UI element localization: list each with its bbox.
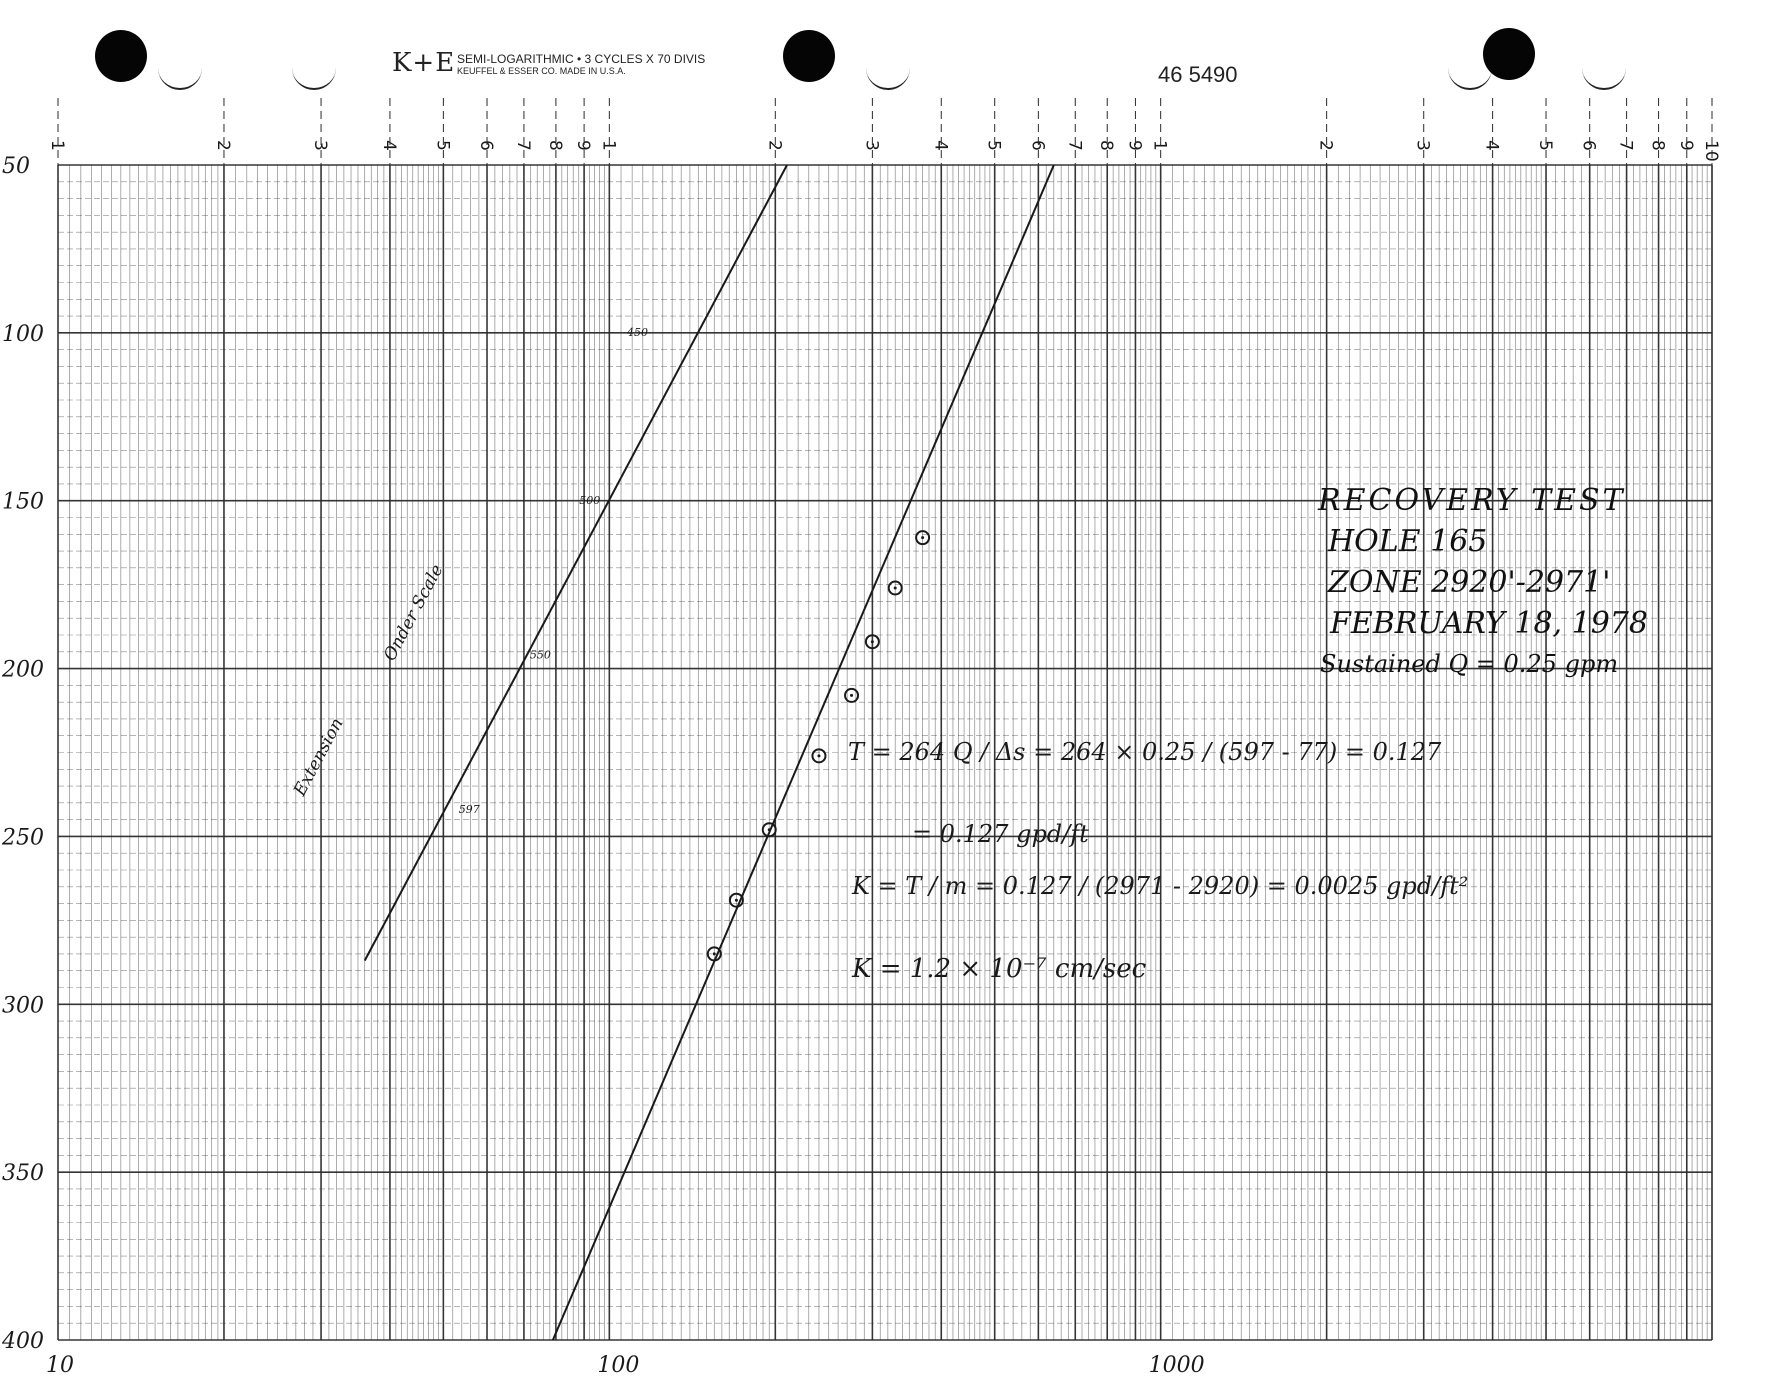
transmissivity-result: = 0.127 gpd/ft <box>912 820 1089 848</box>
y-tick-label: 100 <box>2 321 44 347</box>
top-scale-digit: 1 <box>47 140 67 151</box>
top-scale-digit: 9 <box>1124 140 1145 151</box>
data-point-center <box>713 952 716 955</box>
catalog-number: 46 5490 <box>1158 62 1238 87</box>
top-scale-digit: 9 <box>1675 140 1696 151</box>
top-scale-digit: 6 <box>1578 140 1599 151</box>
data-point-center <box>921 536 924 539</box>
hole-number: HOLE 165 <box>1328 524 1488 559</box>
test-date: FEBRUARY 18, 1978 <box>1330 606 1648 641</box>
top-scale-digit: 6 <box>1027 140 1048 151</box>
top-scale-digit: 9 <box>573 140 594 151</box>
transmissivity-formula: T = 264 Q / Δs = 264 × 0.25 / (597 - 77) = 0.127 <box>848 738 1442 766</box>
sustained-flow: Sustained Q = 0.25 gpm <box>1320 650 1619 678</box>
top-scale-digit: 7 <box>1615 140 1636 151</box>
extension-scale-label: 500 <box>579 494 601 508</box>
top-scale-digit: 4 <box>930 140 951 151</box>
top-scale-digit: 7 <box>512 140 533 151</box>
extension-scale-label: 597 <box>458 802 480 816</box>
scale-label: Onder Scale <box>380 561 448 665</box>
top-scale-digit: 5 <box>983 140 1004 151</box>
paper-spec-line2: KEUFFEL & ESSER CO. MADE IN U.S.A. <box>457 66 626 76</box>
y-tick-label: 150 <box>2 489 44 515</box>
test-notes <box>1318 480 1738 685</box>
top-scale-digit: 3 <box>310 140 331 151</box>
conductivity-result: K = 1.2 × 10⁻⁷ cm/sec <box>852 954 1147 984</box>
y-tick-label: 400 <box>2 1329 44 1354</box>
data-point-center <box>894 587 897 590</box>
data-point-center <box>850 694 853 697</box>
top-scale-digit: 4 <box>378 140 399 151</box>
y-tick-label: 50 <box>2 154 30 179</box>
x-tick-label: 100 <box>597 1353 640 1378</box>
top-scale-digit: 1 <box>598 140 619 151</box>
conductivity-formula: K = T / m = 0.127 / (2971 - 2920) = 0.0025 gpd/ft² <box>852 872 1469 900</box>
y-tick-label: 350 <box>2 1161 44 1187</box>
top-scale-digit: 3 <box>1412 140 1433 151</box>
brand-logo: K+E <box>392 48 456 78</box>
x-tick-label: 10 <box>46 1353 74 1378</box>
data-point-center <box>735 899 738 902</box>
test-title: RECOVERY TEST <box>1318 483 1626 518</box>
y-tick-label: 200 <box>2 657 44 683</box>
extension-label: Extension <box>290 714 348 800</box>
punch-hole-left <box>95 30 147 82</box>
top-scale-digit: 8 <box>1647 140 1668 151</box>
top-scale-digit: 7 <box>1064 140 1085 151</box>
zone-depth: ZONE 2920'-2971' <box>1328 565 1611 600</box>
extension-scale-label: 450 <box>627 326 649 340</box>
y-tick-label: 300 <box>2 993 44 1019</box>
top-scale-digit: 5 <box>1535 140 1556 151</box>
top-scale-digit: 6 <box>476 140 497 151</box>
top-scale-digit: 3 <box>861 140 882 151</box>
top-scale-digit: 1 <box>1149 140 1170 151</box>
top-scale-digit: 8 <box>544 140 565 151</box>
top-scale-digit: 2 <box>1315 140 1336 151</box>
data-point-center <box>817 754 820 757</box>
top-scale-digit: 2 <box>764 140 785 151</box>
paper-spec-line1: SEMI-LOGARITHMIC • 3 CYCLES X 70 DIVIS <box>457 52 706 66</box>
top-scale-digit: 4 <box>1481 140 1502 151</box>
punch-hole-middle <box>783 30 835 82</box>
x-tick-label: 1000 <box>1148 1353 1205 1378</box>
y-tick-label: 250 <box>2 825 44 851</box>
top-scale-digit: 5 <box>432 140 453 151</box>
top-scale-digit: 10 <box>1701 140 1721 162</box>
data-point-center <box>871 640 874 643</box>
top-scale-digit: 8 <box>1096 140 1117 151</box>
extension-scale-label: 550 <box>529 648 551 662</box>
top-scale-digit: 2 <box>212 140 233 151</box>
